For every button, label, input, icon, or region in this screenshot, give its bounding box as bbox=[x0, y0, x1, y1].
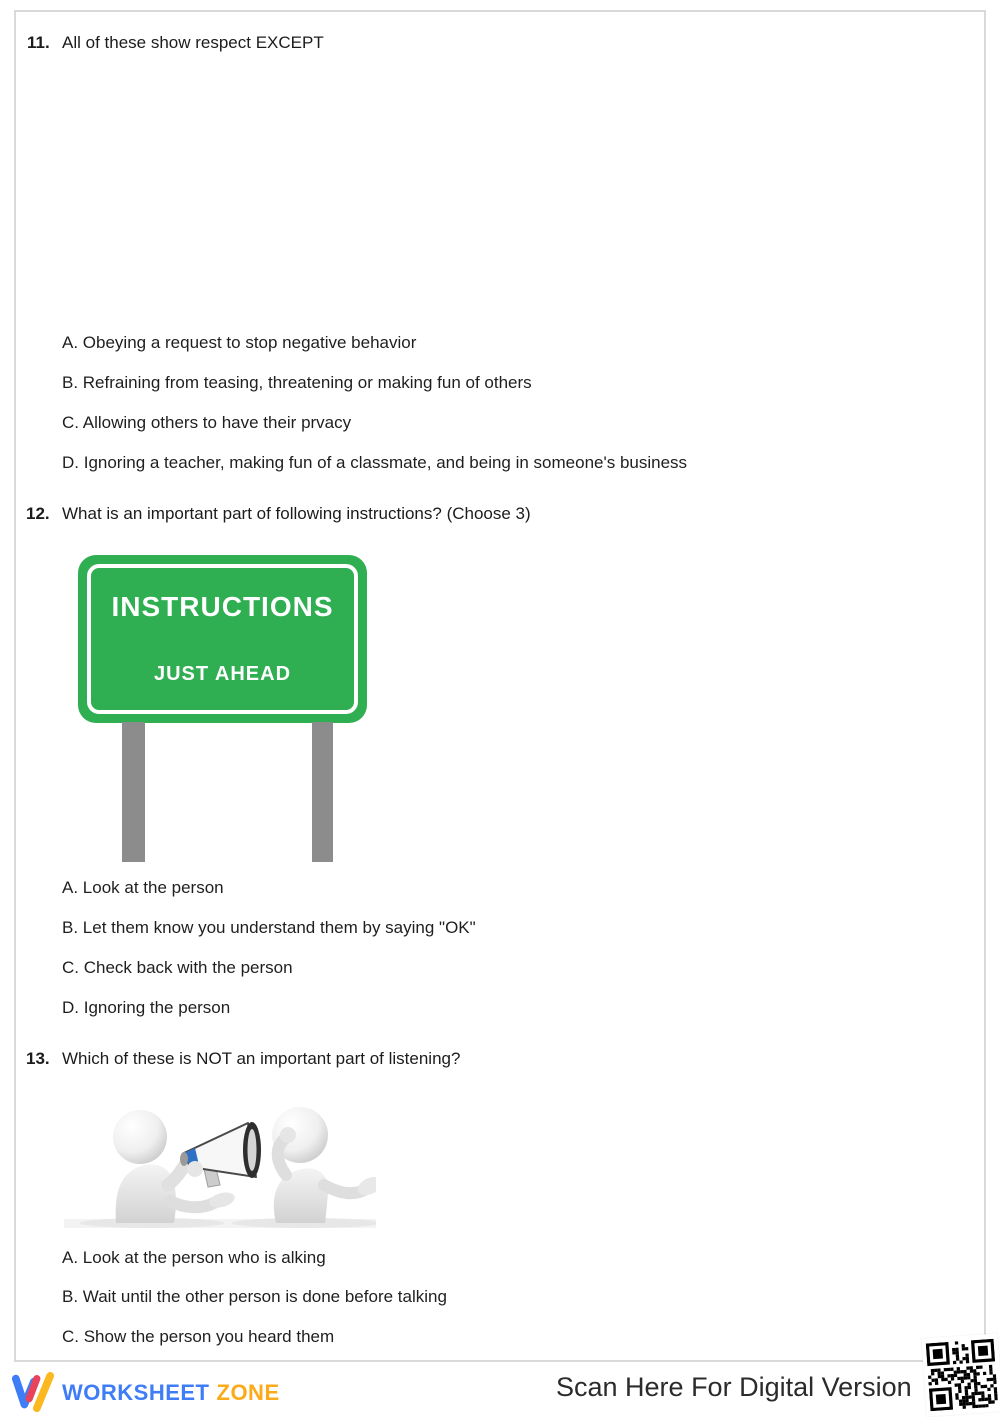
megaphone-icon bbox=[180, 1122, 261, 1187]
megaphone-speaker-and-listener-illustration bbox=[64, 1093, 376, 1235]
sign-title: INSTRUCTIONS bbox=[111, 591, 334, 622]
scan-here-label: Scan Here For Digital Version bbox=[556, 1372, 912, 1402]
question-11-option-a: A. Obeying a request to stop negative behavior bbox=[62, 333, 417, 352]
question-11-option-b: B. Refraining from teasing, threatening or making fun of others bbox=[62, 373, 532, 392]
instructions-road-sign bbox=[78, 555, 367, 723]
brand-zone-text: ZONE bbox=[216, 1380, 280, 1405]
question-11-option-c: C. Allowing others to have their prvacy bbox=[62, 413, 352, 432]
question-12-option-d: D. Ignoring the person bbox=[62, 998, 231, 1017]
question-13-text: Which of these is NOT an important part of listening? bbox=[62, 1049, 461, 1068]
question-11-option-d: D. Ignoring a teacher, making fun of a classmate, and being in someone's business bbox=[62, 453, 688, 472]
sign-subtitle: JUST AHEAD bbox=[153, 663, 292, 685]
sign-post-right bbox=[312, 722, 333, 862]
question-12-text: What is an important part of following instructions? (Choose 3) bbox=[62, 504, 531, 523]
sign-post-left bbox=[122, 722, 145, 862]
question-13-option-c: C. Show the person you heard them bbox=[62, 1327, 335, 1346]
question-13-number: 13. bbox=[26, 1049, 50, 1068]
speaker-figure bbox=[113, 1110, 261, 1223]
question-12-option-a: A. Look at the person bbox=[62, 878, 224, 897]
sign-inner-white-border bbox=[87, 564, 358, 714]
brand-worksheet-text: WORKSHEET bbox=[62, 1380, 210, 1405]
worksheetzone-logo-icon bbox=[8, 1370, 58, 1414]
question-13-option-a: A. Look at the person who is alking bbox=[62, 1248, 326, 1267]
question-12-option-c: C. Check back with the person bbox=[62, 958, 293, 977]
question-12-option-b: B. Let them know you understand them by saying "OK" bbox=[62, 918, 476, 937]
worksheetzone-brand-name bbox=[62, 1380, 280, 1406]
question-11-text: All of these show respect EXCEPT bbox=[62, 33, 324, 52]
question-11-number: 11. bbox=[27, 33, 50, 52]
question-12-number: 12. bbox=[26, 504, 50, 523]
question-13-option-b: B. Wait until the other person is done before talking bbox=[62, 1287, 447, 1306]
listener-figure bbox=[272, 1107, 376, 1223]
qr-code-pattern bbox=[926, 1339, 999, 1412]
qr-code bbox=[921, 1333, 1000, 1416]
